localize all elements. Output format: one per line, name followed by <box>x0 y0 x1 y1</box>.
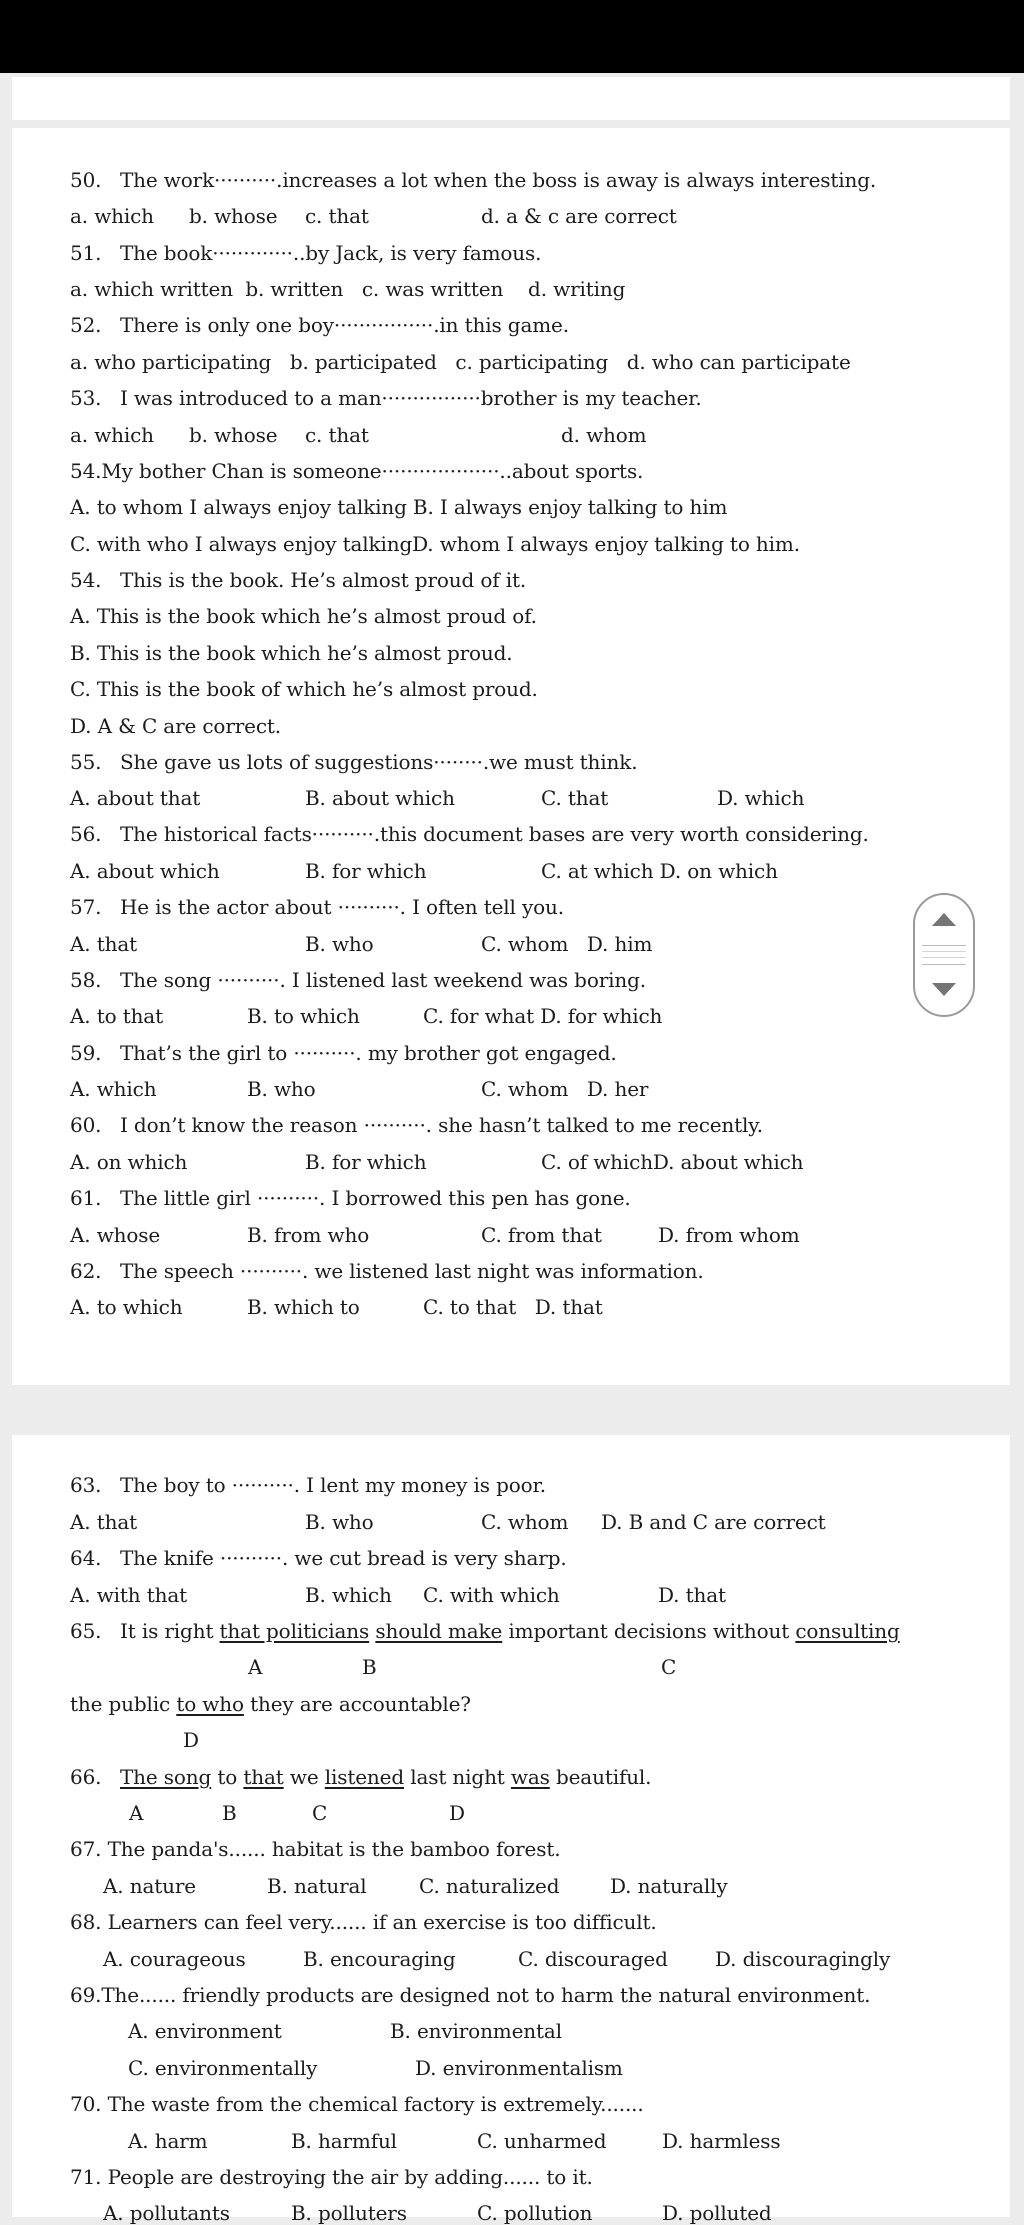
option: C. that <box>541 786 609 810</box>
option: A. to whom I always enjoy talking B. I always enjoy talking to him <box>70 495 728 519</box>
status-bar <box>0 0 1024 73</box>
option: a. who participating b. participated c. participating d. who can participate <box>70 350 851 374</box>
question-text: 61. The little girl ··········. I borrowed this pen has gone. <box>70 1186 631 1210</box>
option: A. about which <box>70 859 220 883</box>
option: C. with who I always enjoy talkingD. whom I always enjoy talking to him. <box>70 532 800 556</box>
marker-a: A <box>129 1801 144 1825</box>
option: A. about that <box>70 786 201 810</box>
underlined-segment-b: that <box>243 1765 284 1789</box>
text-segment: to <box>211 1765 244 1789</box>
question-text: 60. I don’t know the reason ··········. she hasn’t talked to me recently. <box>70 1113 763 1137</box>
text-segment: the public <box>70 1692 177 1716</box>
option: A. whose <box>70 1223 161 1247</box>
marker-d: D <box>183 1728 199 1752</box>
option: C. with which <box>423 1583 560 1607</box>
marker-b: B <box>222 1801 237 1825</box>
question-text: 56. The historical facts··········.this document bases are very worth considering. <box>70 822 869 846</box>
option: D. polluted <box>662 2201 772 2225</box>
option: A. pollutants <box>103 2201 230 2225</box>
option: A. harm <box>128 2129 208 2153</box>
option: D. A & C are correct. <box>70 714 281 738</box>
option: B. for which <box>305 1150 427 1174</box>
question-65-line-1 <box>70 1619 900 1643</box>
question-text: 54. This is the book. He’s almost proud of it. <box>70 568 527 592</box>
question-number: 65. <box>70 1619 102 1643</box>
question-text: 68. Learners can feel very...... if an exercise is too difficult. <box>70 1910 657 1934</box>
option: C. from that <box>481 1223 602 1247</box>
question-text: 58. The song ··········. I listened last weekend was boring. <box>70 968 646 992</box>
marker-c: C <box>661 1655 677 1679</box>
option: C. unharmed <box>477 2129 607 2153</box>
option: c. that <box>305 423 369 447</box>
question-text: 55. She gave us lots of suggestions········.we must think. <box>70 750 638 774</box>
option: C. of whichD. about which <box>541 1150 804 1174</box>
option: b. whose <box>189 423 278 447</box>
option: A. nature <box>103 1874 196 1898</box>
question-text: 59. That’s the girl to ··········. my brother got engaged. <box>70 1041 617 1065</box>
option: B. from who <box>247 1223 370 1247</box>
option: B. environmental <box>390 2019 562 2043</box>
option: A. on which <box>70 1150 188 1174</box>
option: B. This is the book which he’s almost proud. <box>70 641 513 665</box>
option: B. to which <box>247 1004 360 1028</box>
marker-a: A <box>248 1655 263 1679</box>
option: B. about which <box>305 786 455 810</box>
option: a. which <box>70 423 154 447</box>
option: C. environmentally <box>128 2056 318 2080</box>
option: B. polluters <box>291 2201 407 2225</box>
document-page-previous <box>12 77 1010 120</box>
option: D. naturally <box>610 1874 728 1898</box>
scroll-down-button[interactable] <box>915 969 973 1009</box>
option: A. environment <box>128 2019 282 2043</box>
marker-d: D <box>449 1801 465 1825</box>
option: d. whom <box>561 423 647 447</box>
option: C. for what D. for which <box>423 1004 663 1028</box>
underlined-segment-b: should make <box>375 1619 503 1643</box>
option: D. B and C are correct <box>601 1510 826 1534</box>
option: B. encouraging <box>303 1947 456 1971</box>
text-segment: important decisions without <box>502 1619 796 1643</box>
text-segment: they are accountable? <box>243 1692 471 1716</box>
option: d. a & c are correct <box>481 204 677 228</box>
option: C. whom <box>481 1510 569 1534</box>
option: A. courageous <box>103 1947 246 1971</box>
question-text: 54.My bother Chan is someone···················..about sports. <box>70 459 644 483</box>
question-text: 62. The speech ··········. we listened last night was information. <box>70 1259 704 1283</box>
option: b. whose <box>189 204 278 228</box>
option: B. which <box>305 1583 392 1607</box>
document-page-1 <box>12 128 1010 1385</box>
underlined-segment-a: that politicians <box>219 1619 370 1643</box>
option: C. This is the book of which he’s almost proud. <box>70 677 538 701</box>
question-text: 50. The work··········.increases a lot when the boss is away is always interesting. <box>70 168 877 192</box>
question-text: 67. The panda's...... habitat is the bamboo forest. <box>70 1837 561 1861</box>
option: A. with that <box>70 1583 188 1607</box>
scroll-grip[interactable] <box>922 945 966 965</box>
option: C. whom D. her <box>481 1077 649 1101</box>
option: C. naturalized <box>419 1874 560 1898</box>
option: B. who <box>305 932 374 956</box>
underlined-segment-c: consulting <box>795 1619 900 1643</box>
option: A. which <box>70 1077 157 1101</box>
option: B. for which <box>305 859 427 883</box>
underlined-segment-d: was <box>510 1765 550 1789</box>
question-text: 63. The boy to ··········. I lent my money is poor. <box>70 1473 546 1497</box>
option: C. to that D. that <box>423 1295 603 1319</box>
option: a. which written b. written c. was written d. writing <box>70 277 626 301</box>
text-segment: beautiful. <box>549 1765 652 1789</box>
question-66 <box>70 1765 651 1789</box>
question-65-line-2 <box>70 1692 471 1716</box>
document-page-2 <box>12 1435 1010 2225</box>
option: A. to that <box>70 1004 163 1028</box>
option: A. that <box>70 1510 137 1534</box>
option: C. at which D. on which <box>541 859 778 883</box>
text-segment: we <box>283 1765 325 1789</box>
question-text: 57. He is the actor about ··········. I often tell you. <box>70 895 564 919</box>
option: C. pollution <box>477 2201 593 2225</box>
question-text: 71. People are destroying the air by adding...... to it. <box>70 2165 593 2189</box>
question-text: 53. I was introduced to a man················brother is my teacher. <box>70 386 702 410</box>
option: B. who <box>305 1510 374 1534</box>
option: D. that <box>658 1583 726 1607</box>
text-segment: It is right <box>119 1619 220 1643</box>
marker-c: C <box>312 1801 328 1825</box>
text-segment: last night <box>404 1765 511 1789</box>
question-text: 70. The waste from the chemical factory is extremely....... <box>70 2092 644 2116</box>
option: D. discouragingly <box>715 1947 891 1971</box>
option: B. natural <box>267 1874 367 1898</box>
question-text: 52. There is only one boy················.in this game. <box>70 313 569 337</box>
question-text: 51. The book·············..by Jack, is very famous. <box>70 241 542 265</box>
option: A. This is the book which he’s almost proud of. <box>70 604 537 628</box>
option: D. harmless <box>662 2129 781 2153</box>
chevron-up-icon <box>932 913 956 926</box>
chevron-down-icon <box>932 983 956 996</box>
question-text: 69.The...... friendly products are designed not to harm the natural environment. <box>70 1983 871 2007</box>
option: B. which to <box>247 1295 360 1319</box>
underlined-segment-a: The song <box>119 1765 212 1789</box>
option: D. which <box>717 786 805 810</box>
marker-b: B <box>362 1655 377 1679</box>
question-number: 66. <box>70 1765 102 1789</box>
option: D. from whom <box>658 1223 800 1247</box>
option: B. harmful <box>291 2129 397 2153</box>
option: C. whom D. him <box>481 932 653 956</box>
question-text: 64. The knife ··········. we cut bread is very sharp. <box>70 1546 567 1570</box>
scroll-up-button[interactable] <box>915 901 973 941</box>
option: A. to which <box>70 1295 183 1319</box>
option: B. who <box>247 1077 316 1101</box>
option: C. discouraged <box>518 1947 668 1971</box>
option: c. that <box>305 204 369 228</box>
option: D. environmentalism <box>415 2056 623 2080</box>
option: a. which <box>70 204 154 228</box>
underlined-segment-d: to who <box>176 1692 244 1716</box>
page-scroll-control <box>913 893 975 1017</box>
option: A. that <box>70 932 137 956</box>
underlined-segment-c: listened <box>324 1765 404 1789</box>
